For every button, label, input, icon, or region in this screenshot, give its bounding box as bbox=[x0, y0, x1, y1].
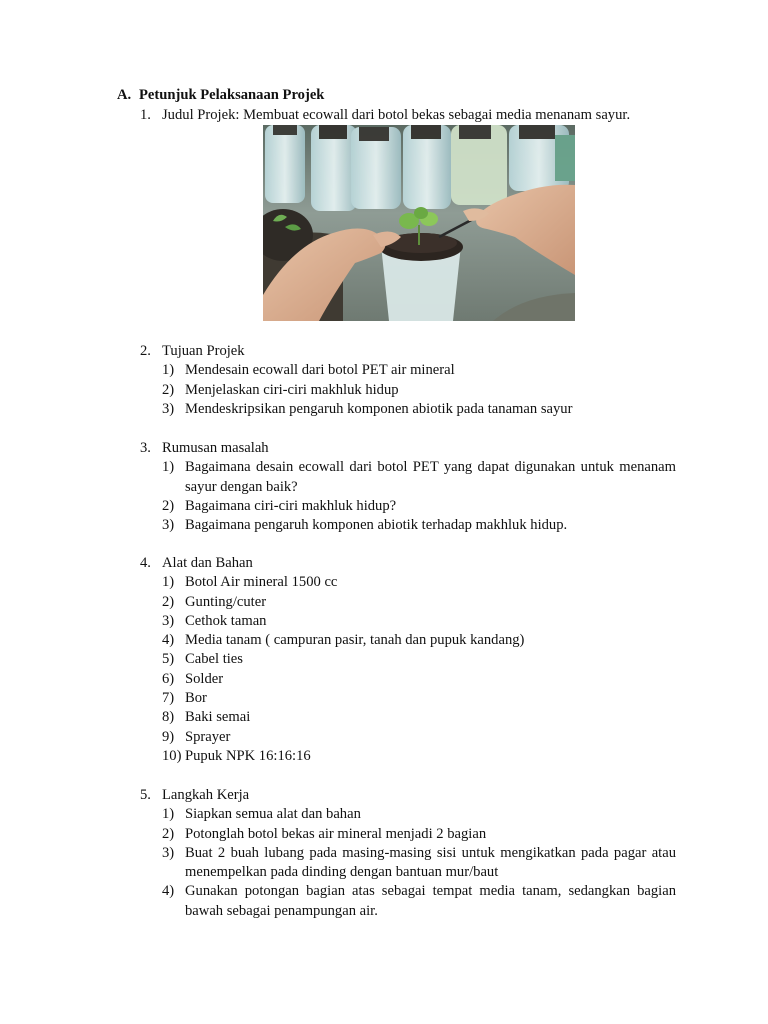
list-item-text: Gunakan potongan bagian atas sebagai tempat media tanam, sedangkan bagian bawah sebagai penampungan air. bbox=[185, 883, 676, 919]
list-item-text: Bagaimana pengaruh komponen abiotik terhadap makhluk hidup. bbox=[185, 517, 568, 534]
list-item bbox=[140, 708, 676, 727]
list-item bbox=[140, 670, 676, 689]
item-number: 3. bbox=[140, 440, 151, 456]
sub-list bbox=[140, 458, 676, 535]
item-title: Langkah Kerja bbox=[162, 787, 250, 803]
list-item-number: 7) bbox=[162, 690, 175, 707]
list-item-text: Cabel ties bbox=[185, 651, 243, 668]
seedling-bottle-photo bbox=[263, 125, 575, 321]
list-item-number: 3) bbox=[162, 517, 175, 534]
list-item-text: Bagaimana ciri-ciri makhluk hidup? bbox=[185, 497, 397, 514]
list-item-number: 5) bbox=[162, 651, 175, 668]
list-item bbox=[140, 631, 676, 650]
list-item-number: 2) bbox=[162, 593, 175, 610]
item-number: 4. bbox=[140, 555, 151, 571]
list-item-text: Mendesain ecowall dari botol PET air mineral bbox=[185, 362, 455, 379]
project-photo bbox=[263, 125, 575, 321]
list-item-number: 3) bbox=[162, 400, 175, 417]
list-item bbox=[140, 689, 676, 708]
item-number: 5. bbox=[140, 787, 151, 803]
list-item-number: 1) bbox=[162, 806, 175, 823]
list-item bbox=[140, 516, 676, 535]
list-item bbox=[140, 805, 676, 824]
list-item-number: 3) bbox=[162, 612, 175, 629]
item-alat-dan-bahan bbox=[140, 554, 676, 766]
list-item-number: 4) bbox=[162, 883, 175, 900]
list-item-number: 1) bbox=[162, 459, 175, 476]
list-item-text: Botol Air mineral 1500 cc bbox=[185, 574, 338, 591]
list-item-text: Pupuk NPK 16:16:16 bbox=[185, 747, 311, 764]
list-item-text: Media tanam ( campuran pasir, tanah dan pupuk kandang) bbox=[185, 632, 525, 649]
list-item-number: 1) bbox=[162, 362, 175, 379]
sub-list bbox=[140, 361, 676, 419]
list-item-number: 4) bbox=[162, 632, 175, 649]
list-item-text: Baki semai bbox=[185, 709, 251, 726]
list-item bbox=[140, 747, 676, 766]
list-item-text: Menjelaskan ciri-ciri makhluk hidup bbox=[185, 381, 399, 398]
list-item-number: 2) bbox=[162, 825, 175, 842]
list-item-text: Cethok taman bbox=[185, 612, 267, 629]
item-title: Alat dan Bahan bbox=[162, 555, 253, 571]
list-item bbox=[140, 612, 676, 631]
item-title: Rumusan masalah bbox=[162, 440, 269, 456]
list-item-number: 6) bbox=[162, 670, 175, 687]
item-title: Tujuan Projek bbox=[162, 343, 245, 359]
section-letter: A. bbox=[117, 87, 132, 103]
section-heading bbox=[117, 87, 324, 104]
list-item-text: Bor bbox=[185, 690, 207, 707]
list-item-text: Bagaimana desain ecowall dari botol PET yang dapat digunakan untuk menanam sayur dengan baik? bbox=[185, 459, 676, 495]
item-title: Judul Projek: Membuat ecowall dari botol bekas sebagai media menanam sayur. bbox=[162, 107, 631, 123]
list-item-number: 1) bbox=[162, 574, 175, 591]
list-item bbox=[140, 361, 676, 380]
item-rumusan-masalah bbox=[140, 439, 676, 535]
list-item bbox=[140, 825, 676, 844]
list-item bbox=[140, 400, 676, 419]
list-item bbox=[140, 497, 676, 516]
list-item-number: 10) bbox=[162, 747, 182, 764]
list-item-number: 2) bbox=[162, 497, 175, 514]
list-item-number: 3) bbox=[162, 844, 175, 861]
list-item-text: Gunting/cuter bbox=[185, 593, 267, 610]
sub-list bbox=[140, 573, 676, 766]
list-item-number: 2) bbox=[162, 381, 175, 398]
list-item-text: Sprayer bbox=[185, 728, 231, 745]
list-item bbox=[140, 573, 676, 592]
sub-list bbox=[140, 805, 676, 921]
item-number: 1. bbox=[140, 107, 151, 123]
item-tujuan-projek bbox=[140, 342, 676, 419]
list-item-number: 9) bbox=[162, 728, 175, 745]
list-item bbox=[140, 882, 676, 921]
list-item bbox=[140, 381, 676, 400]
list-item-number: 8) bbox=[162, 709, 175, 726]
list-item bbox=[140, 458, 676, 497]
item-langkah-kerja bbox=[140, 786, 676, 921]
list-item-text: Potonglah botol bekas air mineral menjadi 2 bagian bbox=[185, 825, 487, 842]
list-item-text: Solder bbox=[185, 670, 224, 687]
item-judul-projek bbox=[140, 106, 676, 125]
list-item-text: Buat 2 buah lubang pada masing-masing sisi untuk mengikatkan pada pagar atau menempelkan pada dinding dengan bantuan mur/baut bbox=[185, 844, 676, 881]
list-item bbox=[140, 844, 676, 883]
list-item bbox=[140, 728, 676, 747]
list-item-text: Siapkan semua alat dan bahan bbox=[185, 806, 361, 823]
list-item bbox=[140, 593, 676, 612]
list-item bbox=[140, 650, 676, 669]
item-number: 2. bbox=[140, 343, 151, 359]
section-title: Petunjuk Pelaksanaan Projek bbox=[139, 87, 325, 103]
list-item-text: Mendeskripsikan pengaruh komponen abiotik pada tanaman sayur bbox=[185, 400, 573, 417]
